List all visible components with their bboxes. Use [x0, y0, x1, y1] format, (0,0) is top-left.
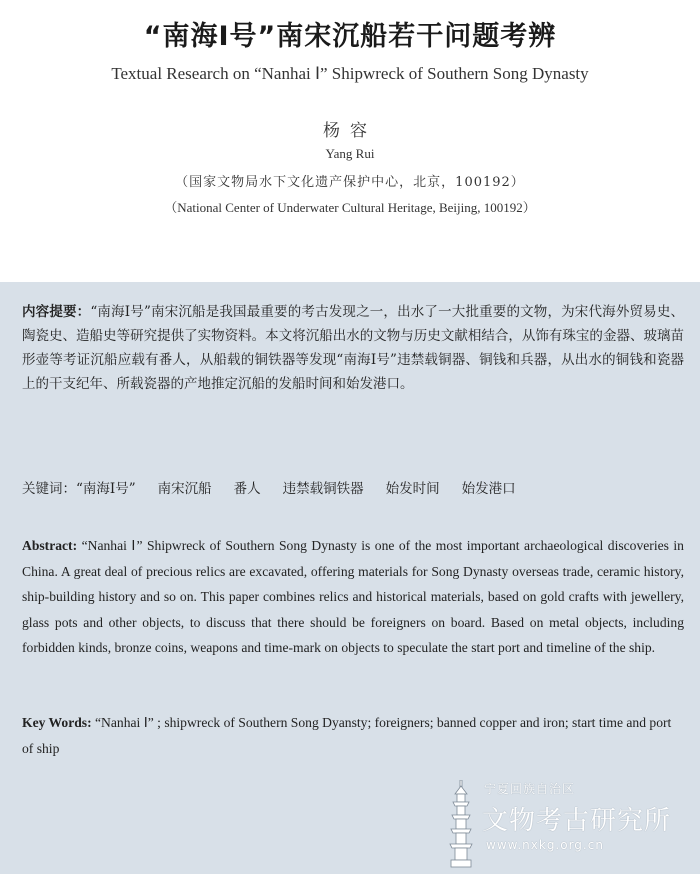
- keyword-chinese: 南宋沉船: [157, 481, 212, 497]
- keyword-chinese: 番人: [233, 481, 261, 497]
- watermark-region: 宁夏回族自治区: [484, 782, 576, 796]
- author-english: Yang Rui: [325, 146, 375, 161]
- watermark-institute-name: 文物考古研究所: [482, 806, 672, 836]
- keywords-english-text: “Nanhai Ⅰ” ; shipwreck of Southern Song Dyansty; foreigners; banned copper and iron; start time and port of ship: [22, 715, 672, 756]
- abstract-chinese-label: 内容提要：: [22, 304, 91, 320]
- title-chinese: “南海Ⅰ号”南宋沉船若干问题考辨: [143, 21, 557, 52]
- affiliation-english: （National Center of Underwater Cultural Heritage, Beijing, 100192）: [164, 200, 536, 215]
- keywords-chinese: [22, 477, 684, 501]
- keyword-chinese: 始发时间: [385, 481, 440, 497]
- keyword-chinese: 违禁载铜铁器: [282, 481, 364, 497]
- abstract-chinese-text: “南海Ⅰ号”南宋沉船是我国最重要的考古发现之一，出水了一大批重要的文物，为宋代海外贸易史、陶瓷史、造船史等研究提供了实物资料。本文将沉船出水的文物与历史文献相结合，从饰有珠宝的金器、玻璃苗形壶等考证沉船应载有番人，从船载的铜铁器等发现“南海Ⅰ号”违禁载铜器、铜钱和兵器，从出水的铜钱和瓷器上的干支纪年、所载瓷器的产地推定沉船的发船时间和始发港口。: [22, 304, 685, 392]
- pagoda-logo-icon: [448, 780, 474, 868]
- title-english: Textual Research on “Nanhai Ⅰ” Shipwreck of Southern Song Dynasty: [111, 64, 589, 83]
- keyword-chinese: “南海Ⅰ号”: [76, 481, 136, 497]
- abstract-english-text: “Nanhai Ⅰ” Shipwreck of Southern Song Dynasty is one of the most important archaeological discoveries in China. A great deal of precious relics are excavated, offering materials for Song Dynasty overseas trade, ceramic history, ship-building history and so on. This paper combines relics and historical materials, based on gold crafts with jewellery, glass pots and other objects, to discuss that there should be foreigners on board. Based on metal objects, including forbidden kinds, bronze coins, weapons and time-mark on objects to speculate the start port and timeline of the ship.: [22, 538, 684, 655]
- abstract-english-label: Abstract:: [22, 538, 78, 553]
- keywords-english-label: Key Words:: [22, 715, 92, 730]
- keywords-english: [22, 710, 684, 761]
- watermark: [448, 776, 688, 872]
- watermark-url: www.nxkg.org.cn: [486, 838, 604, 852]
- affiliation-chinese: （国家文物局水下文化遗产保护中心，北京，100192）: [175, 175, 525, 190]
- abstract-english: [22, 533, 684, 661]
- keyword-chinese: 始发港口: [461, 481, 516, 497]
- author-chinese: 杨容: [323, 121, 377, 141]
- keywords-chinese-label: 关键词：: [22, 481, 76, 497]
- abstract-chinese: [22, 300, 684, 396]
- paper-header: [0, 0, 700, 282]
